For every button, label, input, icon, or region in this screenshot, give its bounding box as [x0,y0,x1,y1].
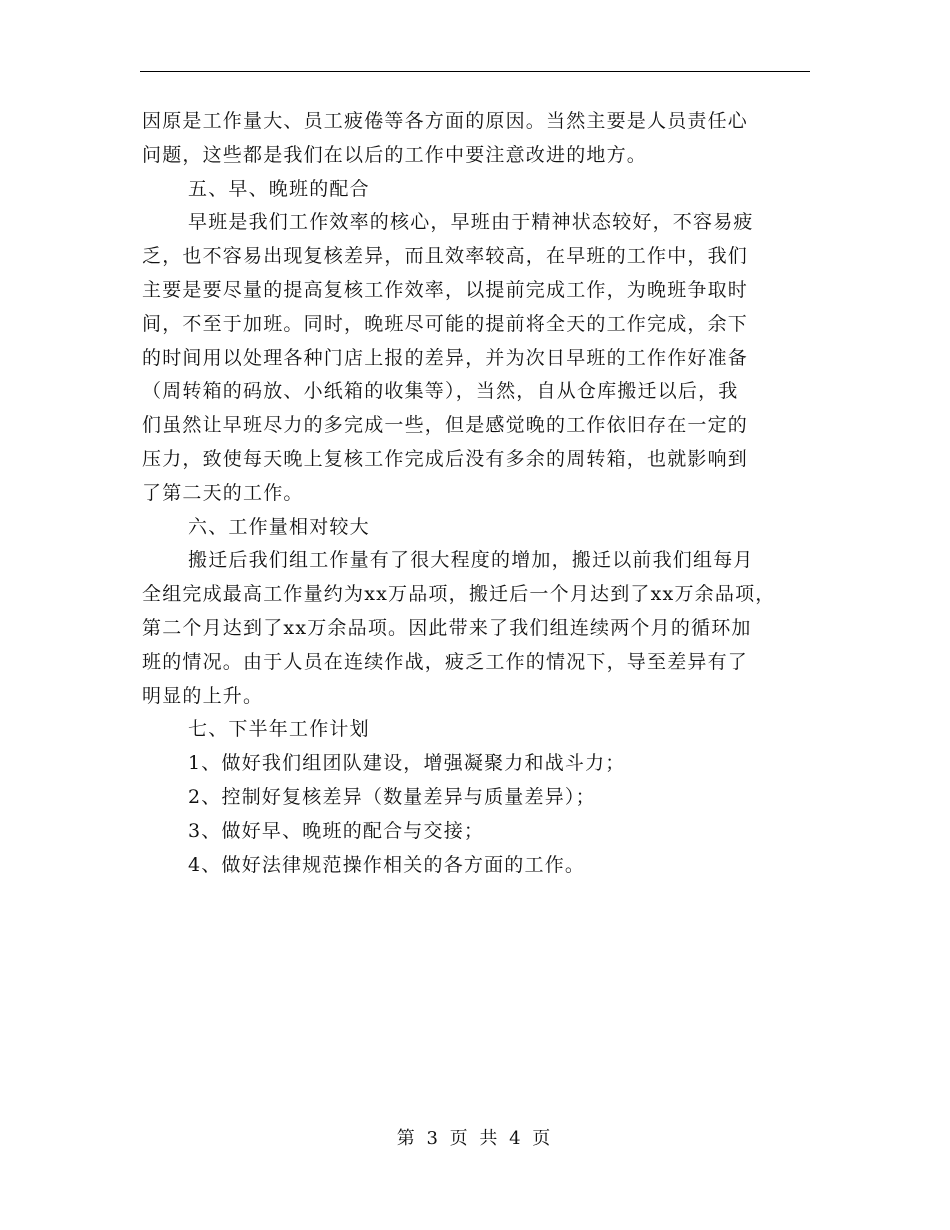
header-rule [140,71,810,72]
paragraph-line: 问题，这些都是我们在以后的工作中要注意改进的地方。 [142,143,648,166]
plan-item: 3、做好早、晚班的配合与交接； [188,819,485,842]
section-heading-5: 五、早、晚班的配合 [188,177,370,200]
paragraph-line: 第二个月达到了xx万余品项。因此带来了我们组连续两个月的循环加 [142,616,752,639]
section-heading-6: 六、工作量相对较大 [188,515,370,538]
paragraph-line: 压力，致使每天晚上复核工作完成后没有多余的周转箱，也就影响到 [142,447,749,470]
paragraph-line: 班的情况。由于人员在连续作战，疲乏工作的情况下，导至差异有了 [142,650,749,673]
paragraph-line: 主要是要尽量的提高复核工作效率，以提前完成工作，为晚班争取时 [142,278,749,301]
section-heading-7: 七、下半年工作计划 [188,718,370,741]
paragraph-line: 间，不至于加班。同时，晚班尽可能的提前将全天的工作完成，余下 [142,312,749,335]
paragraph-line: 明显的上升。 [142,684,264,707]
paragraph-line: 早班是我们工作效率的核心，早班由于精神状态较好，不容易疲 [188,211,754,234]
page-footer: 第 3 页 共 4 页 [396,1128,554,1149]
paragraph-line: 的时间用以处理各种门店上报的差异，并为次日早班的工作作好准备 [142,346,749,369]
paragraph-line: 乏，也不容易出现复核差异，而且效率较高，在早班的工作中，我们 [142,245,749,268]
document-body [142,105,822,882]
paragraph-line: 全组完成最高工作量约为xx万品项，搬迁后一个月达到了xx万余品项， [142,583,776,606]
paragraph-line: （周转箱的码放、小纸箱的收集等），当然，自从仓库搬迁以后，我 [142,380,739,403]
paragraph-line: 搬迁后我们组工作量有了很大程度的增加，搬迁以前我们组每月 [188,549,754,572]
plan-item: 2、控制好复核差异（数量差异与质量差异）； [188,785,596,808]
paragraph-line: 因原是工作量大、员工疲倦等各方面的原因。当然主要是人员责任心 [142,110,749,132]
plan-item: 1、做好我们组团队建设，增强凝聚力和战斗力； [188,752,626,775]
paragraph-line: 们虽然让早班尽力的多完成一些，但是感觉晚的工作依旧存在一定的 [142,414,749,437]
plan-item: 4、做好法律规范操作相关的各方面的工作。 [188,853,586,876]
paragraph-line: 了第二天的工作。 [142,481,304,504]
